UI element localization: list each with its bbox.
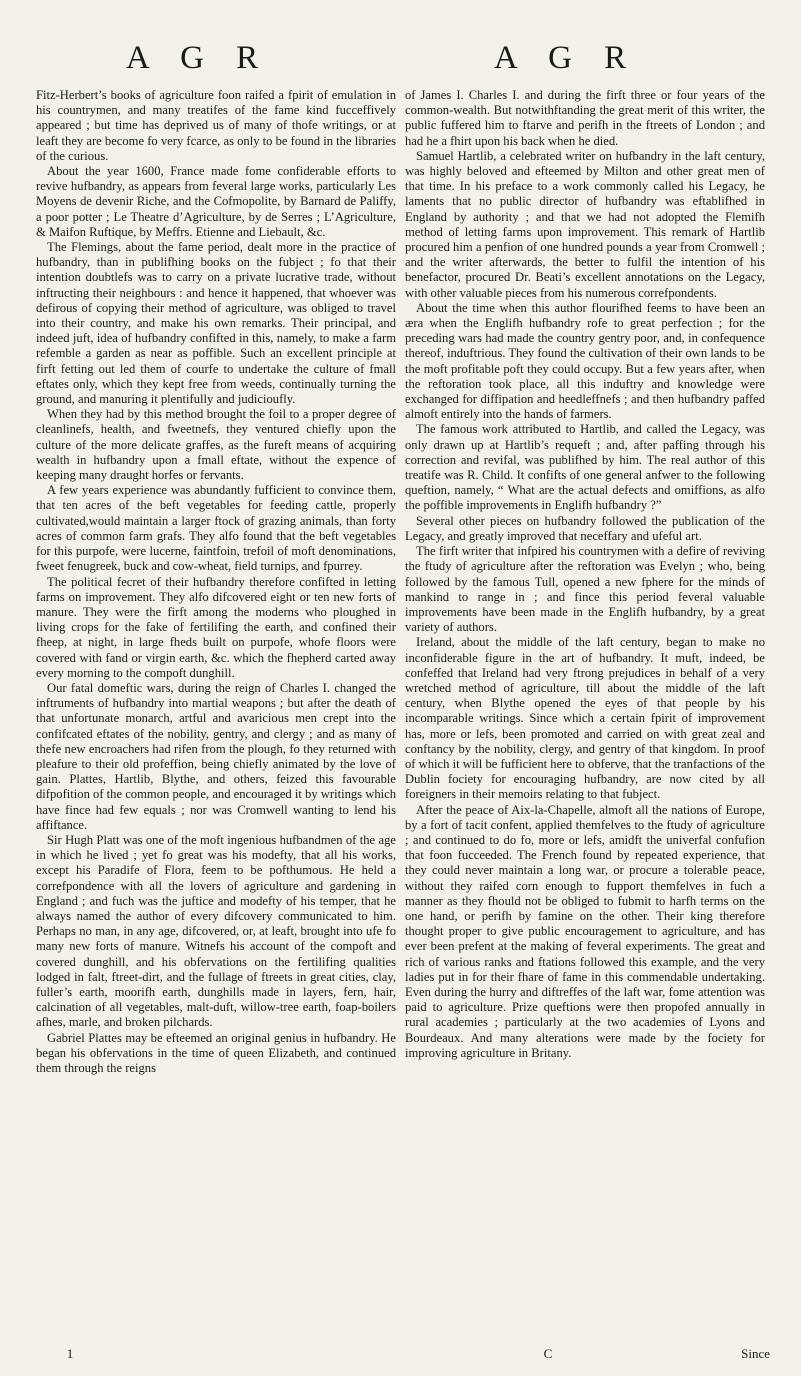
catchword: Since [741, 1346, 770, 1361]
running-head-right: A G R [493, 40, 639, 76]
running-head-left: A G R [125, 40, 271, 76]
paragraph: Ireland, about the middle of the laft century, began to make no inconfiderable figure in the art of hufbandry. It muft, indeed, be confeffed that Ireland had very ftrong prejudices in behalf of a very wretched method of agriculture, till about the middle of the laft century, when Blythe opened the eyes of that people by his incomparable writings. Since which a certain fpirit of improvement has, more or lefs, been promoted and carried on with great zeal and conftancy by the nobility, clergy, and gentry of that kingdom. In proof of which it will be fufficient here to obferve, that the tranfactions of the Dublin fociety for encouraging hufbandry, are now cited by all foreigners in their memoirs relating to that fubject. [405, 635, 765, 802]
page-signature-number: 1 [66, 1346, 74, 1361]
paragraph: After the peace of Aix-la-Chapelle, almoft all the nations of Europe, by a fort of tacit confent, applied themfelves to the ftudy of agriculture ; and continued to do fo, more or lefs, amidft the univerfal confufion that foon fucceeded. The French found by repeated experience, that they could never maintain a long war, or procure a tolerable peace, without they raifed corn enough to fupport themfelves in fuch a manner as they fhould not be obliged to fubmit to harfh terms on the one hand, or perifh by famine on the other. Their king therefore thought proper to give public encouragement to agriculture, and has ever been prefent at the making of feveral experiments. The great and rich of various ranks and ftations followed this example, and the very ladies put in for their fhare of fame in this commendable undertaking. Even during the hurry and diftreffes of the laft war, fome attention was paid to agriculture. Prize queftions were then propofed annually in rural academies ; particularly at the two academies of Lyons and Bourdeaux. And many alterations were made by the fociety for improving agriculture in Britany. [405, 802, 765, 1060]
paragraph: Our fatal domeftic wars, during the reign of Charles I. changed the inftruments of hufbandry into martial weapons ; but after the death of that unfortunate monarch, artful and avaricious men crept into the confifcated eftates of the nobility, gentry, and clergy ; and as many of thefe new encroachers had rifen from the plough, fo they returned with pleafure to their old profeffion, being chiefly animated by the love of gain. Plattes, Hartlib, Blythe, and others, feized this favourable difpofition of the common people, and encouraged it by writings which have fince had few equals ; nor was Cromwell wanting to lend his affiftance. [36, 680, 396, 832]
paragraph: The political fecret of their hufbandry therefore confifted in letting farms on improvement. They alfo difcovered eight or ten new forts of manure. They were the firft among the moderns who ploughed in living crops for the fake of fertilifing the earth, and confined their fheep, at night, in large fheds built on purpofe, whofe floors were covered with fand or virgin earth, &c. which the fhepherd carted away every morning to the compoft dunghill. [36, 574, 396, 680]
paragraph: When they had by this method brought the foil to a proper degree of cleanlinefs, health, and fweetnefs, they ventured chiefly upon the culture of the more delicate graffes, as the fureft means of acquiring wealth in hufbandry upon a fmall eftate, without the expence of keeping many draught horfes or fervants. [36, 407, 396, 483]
paragraph: Fitz-Herbert’s books of agriculture foon raifed a fpirit of emulation in his countrymen, and many treatifes of the fame kind fucceffively appeared ; but time has deprived us of many of thofe writings, or at leaft they are become fo very fcarce, as only to be found in the libraries of the curious. [36, 88, 396, 163]
right-column [405, 88, 765, 1338]
paragraph: of James I. Charles I. and during the firft three or four years of the common-wealth. But notwithftanding the great merit of this writer, the public fuffered him to ftarve and perifh in the ftreets of London ; and had he a fhirt upon his back when he died. [405, 88, 765, 148]
paragraph: Gabriel Plattes may be efteemed an original genius in hufbandry. He began his obfervations in the time of queen Elizabeth, and continued them through the reigns [36, 1030, 396, 1075]
paragraph: Samuel Hartlib, a celebrated writer on hufbandry in the laft century, was highly beloved and efteemed by Milton and other great men of that time. In his preface to a work commonly called his Legacy, he laments that no public director of hufbandry was eftablifhed in England by authority ; and that we had not adopted the Flemifh method of letting farms upon improvement. This remark of Hartlib procured him a penfion of one hundred pounds a year from Cromwell ; and the writer afterwards, the better to fulfil the intention of his benefactor, procured Dr. Beati’s excellent annotations on the Legacy, with other valuable pieces from his numerous correfpondents. [405, 148, 765, 300]
paragraph: The famous work attributed to Hartlib, and called the Legacy, was only drawn up at Hartlib’s requeft ; and, after paffing through his correction and revifal, was publifhed by him. The real author of this treatife was R. Child. It confifts of one general anfwer to the following queftion, namely, “ What are the actual defects and omiffions, as alfo the poffible improvements in Englifh hufbandry ?” [405, 422, 765, 513]
paragraph: The firft writer that infpired his countrymen with a defire of reviving the ftudy of agriculture after the reftoration was Evelyn ; who, being followed by the famous Tull, opened a new fphere for the minds of mankind to range in ; and fince this period feveral valuable improvements have been made in the Englifh hufbandry, by a great variety of authors. [405, 544, 765, 635]
signature-mark: C [543, 1346, 553, 1361]
paragraph: Sir Hugh Platt was one of the moft ingenious hufbandmen of the age in which he lived ; yet fo great was his modefty, that all his works, except his Paradife of Flora, feem to be pofthumous. He held a correfpondence with all the lovers of agriculture and gardening in England ; and fuch was the juftice and modefty of his temper, that he always named the author of every difcovery communicated to him. Perhaps no man, in any age, difcovered, or, at leaft, brought into ufe fo many new forts of manure. Witnefs his account of the compoft and covered dunghill, and his obfervations on the fertilifing qualities lodged in falt, ftreet-dirt, and the fullage of ftreets in great cities, clay, fuller’s earth, moorifh earth, dunghills made in layers, fern, hair, calcination of all vegetables, malt-duft, willow-tree earth, foap-boilers afhes, marle, and broken pilchards. [36, 832, 396, 1030]
paragraph: A few years experience was abundantly fufficient to convince them, that ten acres of the beft vegetables for feeding cattle, properly cultivated,would maintain a larger ftock of grazing animals, than forty acres of common farm grafs. They alfo found that the beft vegetables for this purpofe, were lucerne, faintfoin, trefoil of moft denominations, fweet fenugreek, buck and cow-wheat, field turnips, and fpurrey. [36, 483, 396, 574]
left-column [36, 88, 396, 1338]
paragraph: Several other pieces on hufbandry followed the publication of the Legacy, and greatly improved that neceffary and ufeful art. [405, 513, 765, 543]
paragraph: The Flemings, about the fame period, dealt more in the practice of hufbandry, than in publifhing books on the fubject ; fo that their intention doubtlefs was to carry on a private lucrative trade, without inftructing their neighbours : and hence it happened, that whoever was defirous of copying their method of agriculture, was obliged to travel into their country, and make his own remarks. Their principal, and indeed juft, idea of hufbandry confifted in this, namely, to make a farm refemble a garden as near as poffible. Such an excellent principle at firft fetting out led them of courfe to undertake the culture of fmall eftates only, which they kept free from weeds, continually turning the ground, and manuring it plentifully and judicioufly. [36, 240, 396, 407]
paragraph: About the year 1600, France made fome confiderable efforts to revive hufbandry, as appears from feveral large works, particularly Les Moyens de devenir Riche, and the Cofmopolite, by Barnard de Paliffy, a poor potter ; Le Theatre d’Agriculture, by de Serres ; L’Agriculture, & Maifon Ruftique, by Meffrs. Etienne and Liebault, &c. [36, 164, 396, 239]
paragraph: About the time when this author flourifhed feems to have been an æra when the Englifh hufbandry rofe to great perfection ; for the preceding wars had made the country gentry poor, and, in confequence thereof, induftrious. They found the cultivation of their own lands to be the moft profitable poft they could occupy. But a few years after, when the reftoration took place, all this induftry and knowledge were exchanged for diffipation and heedleffnefs ; and then hufbandry paffed almoft entirely into the hands of farmers. [405, 300, 765, 422]
